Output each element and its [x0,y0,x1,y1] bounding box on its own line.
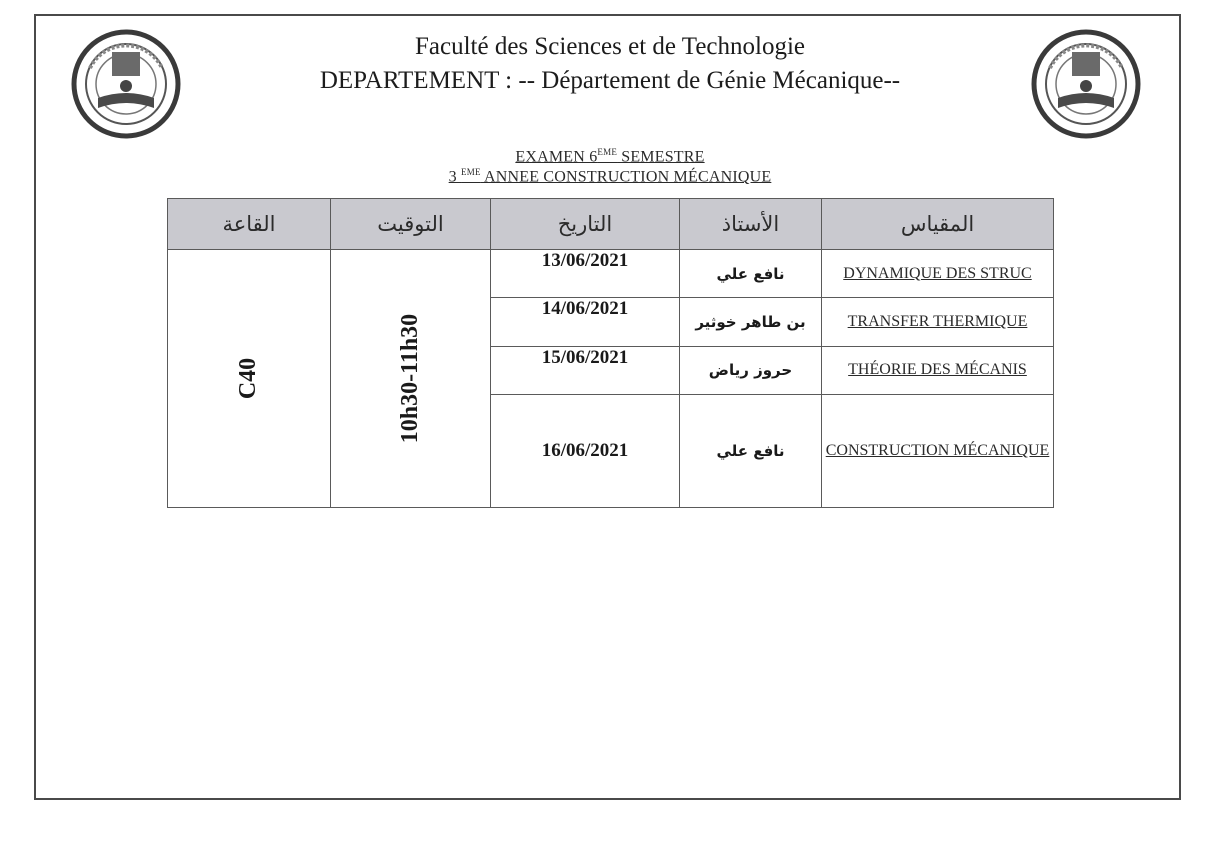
exam-semester-text: EXAMEN 6 [515,148,598,166]
header-room: القاعة [168,199,331,250]
exam-semester-sup: EME [597,147,618,157]
date-cell: 15/06/2021 [491,346,680,394]
date-cell: 14/06/2021 [491,298,680,346]
module-cell: CONSTRUCTION MÉCANIQUE [822,395,1054,508]
header-professor: الأستاذ [680,199,822,250]
time-cell [331,250,491,508]
professor-cell: حروز رياض [680,346,822,394]
university-seal-icon [70,28,182,140]
professor-cell: نافع علي [680,250,822,298]
exam-semester-title [300,147,920,166]
faculty-title: Faculté des Sciences et de Technologie [414,33,805,60]
room-cell [168,250,331,508]
exam-year-text: 3 [448,168,462,186]
header-time: التوقيت [331,199,491,250]
document-header [200,30,1020,98]
university-seal-icon [1030,28,1142,140]
exam-schedule-table [167,198,1054,508]
header-module: المقياس [822,199,1054,250]
time-value: 10h30-11h30 [397,313,423,444]
table-header-row [168,199,1054,250]
table-row [168,250,1054,298]
department-title: DEPARTEMENT : -- Département de Génie Mécanique-- [319,67,901,94]
room-value: C40 [235,357,262,400]
exam-semester-suffix: SEMESTRE [617,148,705,166]
exam-year-title [300,167,920,186]
date-cell: 16/06/2021 [491,395,680,508]
module-cell: TRANSFER THERMIQUE [822,298,1054,346]
exam-year-sup: EME [461,167,481,177]
date-cell: 13/06/2021 [491,250,680,298]
module-cell: DYNAMIQUE DES STRUC [822,250,1054,298]
header-date: التاريخ [491,199,680,250]
professor-cell: بن طاهر خوثير [680,298,822,346]
professor-cell: نافع علي [680,395,822,508]
exam-year-suffix: ANNEE CONSTRUCTION MÉCANIQUE [480,168,772,186]
module-cell: THÉORIE DES MÉCANIS [822,346,1054,394]
